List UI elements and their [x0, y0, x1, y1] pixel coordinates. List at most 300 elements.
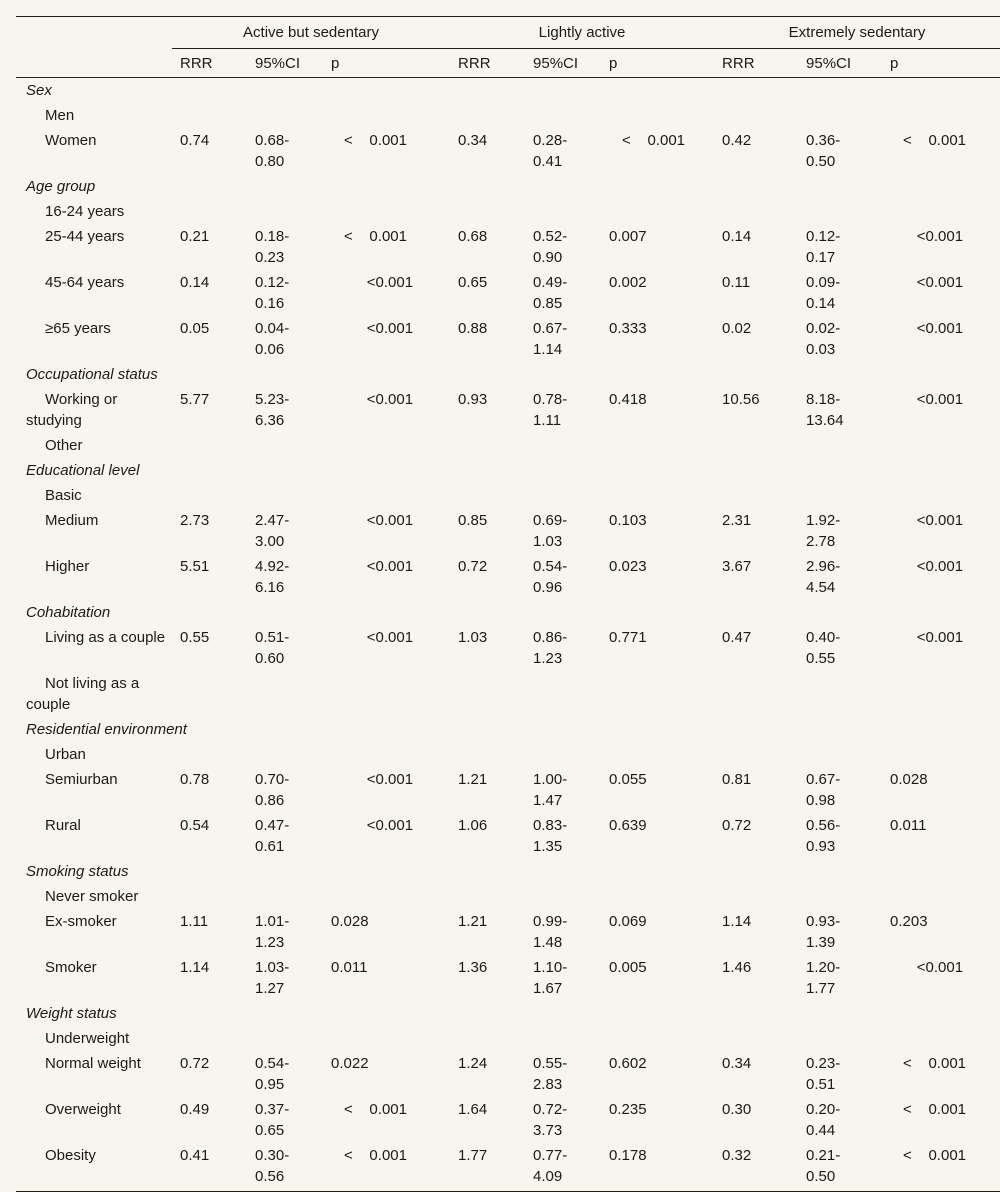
p-value: <0.001	[366, 320, 414, 337]
p-cell	[882, 1051, 1000, 1097]
ci-cell	[525, 767, 601, 813]
p-cell	[882, 1143, 1000, 1192]
rrr-cell	[172, 199, 247, 224]
rrr-cell	[714, 1026, 798, 1051]
p-cell	[882, 316, 1000, 362]
table-row	[16, 1097, 1000, 1143]
ci-lower: 0.86-	[533, 629, 568, 646]
p-value: 0.028	[890, 771, 928, 788]
ci-upper: 1.14	[533, 341, 563, 358]
p-cell	[601, 909, 714, 955]
ci-lower: 0.36-	[806, 132, 841, 149]
p-cell	[323, 224, 450, 270]
rrr-cell: 0.30	[722, 1101, 752, 1118]
p-cell	[882, 387, 1000, 433]
rrr-cell: 0.11	[722, 274, 751, 291]
ci-cell	[247, 767, 323, 813]
p-cell	[882, 955, 1000, 1001]
row-label: 16-24 years	[45, 203, 125, 220]
ci-lower: 0.54-	[533, 558, 568, 575]
p-cell	[601, 955, 714, 1001]
results-table	[16, 16, 1000, 1192]
ci-cell	[525, 909, 601, 955]
p-cell	[323, 767, 450, 813]
rrr-cell: 0.49	[180, 1101, 210, 1118]
ci-upper: 0.95	[255, 1076, 285, 1093]
ci-upper: 0.50	[806, 1168, 836, 1185]
ci-cell	[525, 625, 601, 671]
table-row	[16, 316, 1000, 362]
rrr-cell	[450, 1026, 525, 1051]
p-cell	[601, 508, 714, 554]
p-cell	[323, 199, 450, 224]
ci-cell	[247, 955, 323, 1001]
p-value: 0.178	[609, 1147, 647, 1164]
row-label: Obesity	[16, 1143, 172, 1192]
rrr-cell: 1.14	[722, 913, 752, 930]
rrr-cell: 0.72	[722, 817, 752, 834]
ci-cell	[247, 1051, 323, 1097]
rrr-cell	[172, 1026, 247, 1051]
ci-cell	[798, 742, 882, 767]
ci-cell	[525, 128, 601, 174]
rrr-cell: 0.88	[458, 320, 488, 337]
table-row	[16, 508, 1000, 554]
row-label: 25-44 years	[45, 228, 125, 245]
ci-cell	[247, 224, 323, 270]
ci-cell	[798, 1051, 882, 1097]
ci-upper: 2.78	[806, 533, 836, 550]
p-value: <0.001	[916, 512, 964, 529]
ci-upper: 0.41	[533, 153, 563, 170]
ci-cell	[798, 316, 882, 362]
ci-cell	[525, 387, 601, 433]
p-value: 0.011	[890, 817, 927, 834]
ci-upper: 0.80	[255, 153, 285, 170]
p-cell	[601, 742, 714, 767]
ci-lower: 0.93-	[806, 913, 841, 930]
ci-cell	[798, 955, 882, 1001]
row-label: Not living as a couple	[26, 675, 140, 713]
ci-upper: 0.65	[255, 1122, 285, 1139]
p-cell	[323, 128, 450, 174]
p-value: 0.028	[331, 913, 369, 930]
ci-lower: 1.00-	[533, 771, 568, 788]
p-cell	[323, 387, 450, 433]
ci-lower: 1.01-	[255, 913, 290, 930]
rrr-cell: 0.65	[458, 274, 488, 291]
row-label: Women	[45, 132, 97, 149]
ci-lower: 0.20-	[806, 1101, 841, 1118]
ci-cell	[525, 199, 601, 224]
table-row	[16, 884, 1000, 909]
p-cell	[323, 103, 450, 128]
ci-cell	[247, 554, 323, 600]
rrr-cell: 1.24	[458, 1055, 488, 1072]
subheader-row	[16, 49, 1000, 78]
ci-cell	[798, 508, 882, 554]
rrr-cell	[450, 103, 525, 128]
rrr-cell	[172, 671, 247, 717]
table-row	[16, 387, 1000, 433]
ci-cell	[798, 387, 882, 433]
row-label: Other	[45, 437, 83, 454]
ci-upper: 0.60	[255, 650, 285, 667]
p-value: < 0.001	[903, 132, 966, 149]
ci-upper: 0.06	[255, 341, 285, 358]
rrr-cell	[450, 671, 525, 717]
section-title: Age group	[26, 178, 96, 195]
p-cell	[323, 955, 450, 1001]
rrr-cell	[172, 742, 247, 767]
rrr-cell: 0.41	[172, 1143, 247, 1192]
p-cell	[323, 1026, 450, 1051]
ci-lower: 0.49-	[533, 274, 568, 291]
p-cell	[882, 224, 1000, 270]
section-title: Educational level	[26, 462, 140, 479]
rrr-cell: 2.31	[722, 512, 752, 529]
ci-cell	[247, 671, 323, 717]
ci-upper: 0.93	[806, 838, 836, 855]
ci-header: 95%CI	[525, 49, 601, 78]
ci-cell	[525, 316, 601, 362]
ci-cell	[798, 909, 882, 955]
ci-upper: 1.23	[533, 650, 563, 667]
ci-cell	[247, 387, 323, 433]
table-row	[16, 742, 1000, 767]
rrr-cell: 0.05	[180, 320, 210, 337]
ci-lower: 0.02-	[806, 320, 841, 337]
p-value: <0.001	[366, 558, 414, 575]
ci-header: 95%CI	[247, 49, 323, 78]
ci-cell	[525, 742, 601, 767]
section-row	[16, 174, 1000, 199]
p-value: < 0.001	[903, 1147, 966, 1164]
ci-upper: 1.48	[533, 934, 563, 951]
ci-upper: 0.23	[255, 249, 285, 266]
section-title: Sex	[26, 82, 52, 99]
ci-upper: 1.39	[806, 934, 836, 951]
ci-cell	[798, 625, 882, 671]
p-cell	[323, 1097, 450, 1143]
ci-cell	[798, 224, 882, 270]
rrr-cell: 1.06	[458, 817, 488, 834]
p-cell	[601, 224, 714, 270]
ci-cell	[247, 909, 323, 955]
ci-cell	[247, 1026, 323, 1051]
ci-cell	[525, 1143, 601, 1192]
ci-lower: 0.56-	[806, 817, 841, 834]
p-value: 0.235	[609, 1101, 647, 1118]
ci-cell	[247, 128, 323, 174]
p-value: 0.055	[609, 771, 647, 788]
ci-lower: 0.51-	[255, 629, 290, 646]
p-cell	[882, 767, 1000, 813]
p-cell	[882, 103, 1000, 128]
ci-cell	[525, 224, 601, 270]
rrr-cell	[714, 103, 798, 128]
ci-upper: 0.61	[255, 838, 285, 855]
ci-lower: 0.99-	[533, 913, 568, 930]
p-value: <0.001	[366, 771, 414, 788]
row-label: Higher	[45, 558, 90, 575]
p-cell	[323, 554, 450, 600]
table-row	[16, 199, 1000, 224]
row-label: 45-64 years	[45, 274, 125, 291]
rrr-cell: 5.77	[180, 391, 210, 408]
p-value: <0.001	[916, 629, 964, 646]
ci-cell	[798, 813, 882, 859]
rrr-cell: 1.11	[180, 913, 209, 930]
rrr-cell: 0.42	[722, 132, 752, 149]
p-cell	[601, 1097, 714, 1143]
ci-upper: 0.51	[806, 1076, 836, 1093]
ci-lower: 5.23-	[255, 391, 290, 408]
row-label: Overweight	[45, 1101, 121, 1118]
ci-lower: 0.69-	[533, 512, 568, 529]
row-label: Underweight	[45, 1030, 130, 1047]
table-row	[16, 955, 1000, 1001]
rrr-cell	[450, 199, 525, 224]
ci-cell	[798, 103, 882, 128]
table-row	[16, 1026, 1000, 1051]
row-label: Ex-smoker	[45, 913, 117, 930]
p-value: <0.001	[366, 391, 414, 408]
p-value: < 0.001	[344, 132, 407, 149]
p-cell	[882, 1097, 1000, 1143]
rrr-cell	[714, 884, 798, 909]
ci-cell	[525, 1097, 601, 1143]
ci-cell	[247, 483, 323, 508]
p-value: 0.022	[331, 1055, 369, 1072]
p-cell	[323, 1143, 450, 1192]
section-row	[16, 362, 1000, 387]
rrr-cell: 1.21	[458, 771, 488, 788]
p-cell	[882, 483, 1000, 508]
ci-lower: 0.52-	[533, 228, 568, 245]
p-cell	[882, 508, 1000, 554]
ci-lower: 1.92-	[806, 512, 841, 529]
table-row	[16, 671, 1000, 717]
p-cell	[882, 199, 1000, 224]
ci-cell	[525, 433, 601, 458]
ci-upper: 0.96	[533, 579, 563, 596]
table-row	[16, 1143, 1000, 1192]
ci-cell	[798, 270, 882, 316]
ci-upper: 6.36	[255, 412, 285, 429]
ci-lower: 4.92-	[255, 558, 290, 575]
rrr-cell: 3.67	[722, 558, 752, 575]
ci-cell	[798, 483, 882, 508]
p-value: < 0.001	[344, 228, 407, 245]
p-cell	[601, 387, 714, 433]
table-row	[16, 270, 1000, 316]
p-value: <0.001	[366, 629, 414, 646]
rrr-cell: 0.21	[180, 228, 210, 245]
ci-upper: 0.90	[533, 249, 563, 266]
ci-lower: 0.37-	[255, 1101, 290, 1118]
rrr-cell	[714, 671, 798, 717]
p-cell	[323, 483, 450, 508]
ci-lower: 0.54-	[255, 1055, 290, 1072]
p-cell	[323, 316, 450, 362]
p-cell	[882, 742, 1000, 767]
p-value: < 0.001	[344, 1147, 407, 1164]
ci-cell	[798, 554, 882, 600]
ci-cell	[525, 1051, 601, 1097]
ci-upper: 1.35	[533, 838, 563, 855]
ci-lower: 0.78-	[533, 391, 568, 408]
rrr-cell: 1.21	[458, 913, 488, 930]
ci-upper: 1.67	[533, 980, 563, 997]
p-cell	[601, 554, 714, 600]
ci-upper: 6.16	[255, 579, 285, 596]
ci-upper: 4.54	[806, 579, 836, 596]
table-row	[16, 1051, 1000, 1097]
table-row	[16, 433, 1000, 458]
p-header: p	[882, 49, 1000, 78]
ci-lower: 0.28-	[533, 132, 568, 149]
p-value: < 0.001	[622, 132, 685, 149]
row-label: Working or studying	[26, 391, 118, 429]
rrr-cell: 0.72	[180, 1055, 210, 1072]
p-value: <0.001	[916, 959, 964, 976]
rrr-cell: 0.72	[458, 558, 488, 575]
ci-cell	[525, 1026, 601, 1051]
section-row	[16, 600, 1000, 625]
ci-lower: 2.47-	[255, 512, 290, 529]
ci-lower: 0.67-	[533, 320, 568, 337]
ci-upper: 0.44	[806, 1122, 836, 1139]
ci-upper: 0.16	[255, 295, 285, 312]
p-cell	[882, 671, 1000, 717]
p-cell	[323, 813, 450, 859]
ci-lower: 0.72-	[533, 1101, 568, 1118]
ci-header: 95%CI	[798, 49, 882, 78]
ci-lower: 0.04-	[255, 320, 290, 337]
row-label: Never smoker	[45, 888, 139, 905]
ci-cell	[247, 199, 323, 224]
p-cell	[601, 128, 714, 174]
ci-upper: 1.77	[806, 980, 836, 997]
ci-upper: 0.55	[806, 650, 836, 667]
ci-cell	[247, 742, 323, 767]
rrr-header: RRR	[172, 49, 247, 78]
p-cell	[601, 316, 714, 362]
ci-cell	[798, 884, 882, 909]
p-value: 0.771	[609, 629, 647, 646]
ci-lower: 0.55-	[533, 1055, 568, 1072]
rrr-cell	[450, 483, 525, 508]
ci-cell	[247, 813, 323, 859]
p-cell	[882, 128, 1000, 174]
table-body	[16, 78, 1000, 1192]
ci-upper: 0.56	[255, 1168, 285, 1185]
ci-upper: 0.85	[533, 295, 563, 312]
section-row	[16, 717, 1000, 742]
p-cell	[601, 813, 714, 859]
p-cell	[882, 270, 1000, 316]
rrr-cell: 1.77	[450, 1143, 525, 1192]
corner-cell	[16, 49, 172, 78]
p-header: p	[323, 49, 450, 78]
ci-lower: 0.47-	[255, 817, 290, 834]
ci-upper: 2.83	[533, 1076, 563, 1093]
p-value: 0.333	[609, 320, 647, 337]
rrr-cell	[172, 884, 247, 909]
row-label: ≥65 years	[45, 320, 111, 337]
ci-cell	[247, 625, 323, 671]
ci-lower: 1.10-	[533, 959, 568, 976]
rrr-header: RRR	[714, 49, 798, 78]
p-value: 0.069	[609, 913, 647, 930]
p-cell	[601, 483, 714, 508]
ci-lower: 0.12-	[806, 228, 841, 245]
rrr-cell: 2.73	[180, 512, 210, 529]
p-value: 0.023	[609, 558, 647, 575]
row-label: Medium	[45, 512, 99, 529]
ci-cell	[247, 508, 323, 554]
ci-cell	[525, 813, 601, 859]
row-label: Smoker	[45, 959, 97, 976]
p-value: 0.639	[609, 817, 647, 834]
rrr-cell: 5.51	[180, 558, 210, 575]
ci-cell	[525, 955, 601, 1001]
rrr-cell	[450, 433, 525, 458]
rrr-cell	[714, 742, 798, 767]
p-value: 0.602	[609, 1055, 647, 1072]
p-cell	[882, 909, 1000, 955]
p-header: p	[601, 49, 714, 78]
ci-cell	[247, 316, 323, 362]
ci-cell	[798, 767, 882, 813]
ci-upper: 0.98	[806, 792, 836, 809]
ci-cell	[525, 103, 601, 128]
section-title: Cohabitation	[26, 604, 111, 621]
p-value: < 0.001	[903, 1101, 966, 1118]
rrr-cell: 0.34	[722, 1055, 752, 1072]
p-cell	[882, 1026, 1000, 1051]
ci-cell	[798, 199, 882, 224]
p-cell	[323, 625, 450, 671]
rrr-cell	[714, 483, 798, 508]
p-value: 0.005	[609, 959, 647, 976]
ci-cell	[525, 554, 601, 600]
section-row	[16, 1001, 1000, 1026]
corner-cell	[16, 17, 172, 49]
rrr-cell: 0.55	[180, 629, 210, 646]
ci-upper: 3.00	[255, 533, 285, 550]
ci-upper: 4.09	[533, 1168, 563, 1185]
p-cell	[601, 767, 714, 813]
ci-lower: 0.23-	[806, 1055, 841, 1072]
p-value: 0.203	[890, 913, 928, 930]
group-header: Lightly active	[450, 17, 714, 49]
p-value: <0.001	[366, 512, 414, 529]
table-row	[16, 554, 1000, 600]
rrr-cell: 1.36	[458, 959, 488, 976]
p-value: < 0.001	[903, 1055, 966, 1072]
row-label: Men	[45, 107, 75, 124]
rrr-header: RRR	[450, 49, 525, 78]
p-cell	[601, 103, 714, 128]
ci-upper: 0.03	[806, 341, 836, 358]
rrr-cell: 0.34	[458, 132, 488, 149]
table-row	[16, 767, 1000, 813]
rrr-cell: 0.81	[722, 771, 752, 788]
rrr-cell: 0.14	[722, 228, 752, 245]
rrr-cell: 0.78	[180, 771, 210, 788]
